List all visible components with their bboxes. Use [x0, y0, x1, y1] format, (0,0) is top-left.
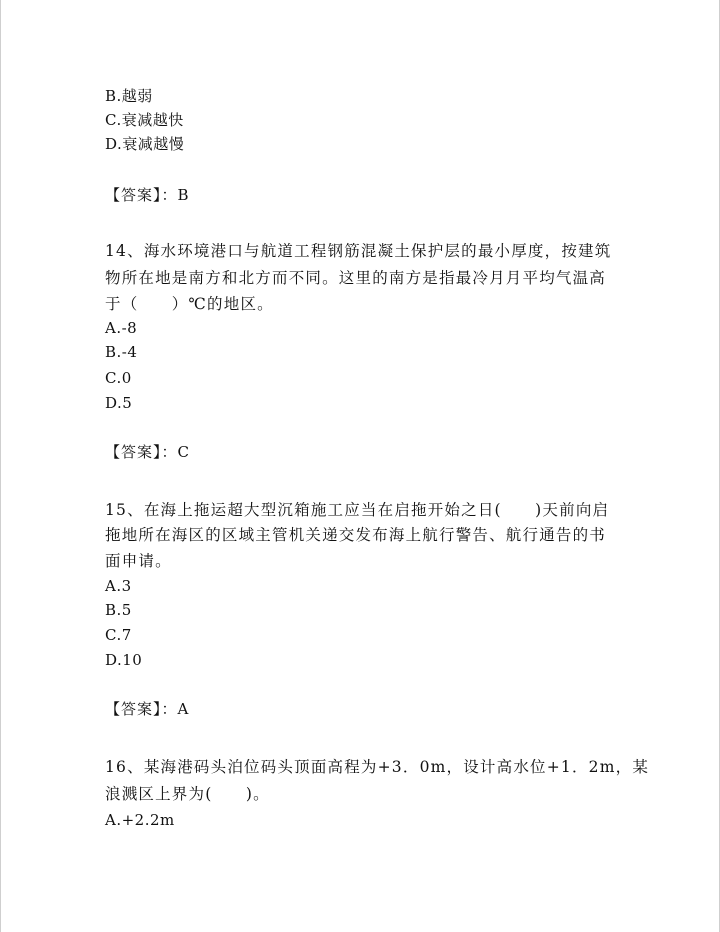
q14-option-b: B.-4 [105, 343, 138, 361]
q15-stem-line-2: 拖地所在海区的区域主管机关递交发布海上航行警告、航行通告的书 [105, 526, 607, 544]
q13-option-b: B.越弱 [105, 87, 153, 105]
q13-option-c: C.衰减越快 [105, 111, 184, 129]
q16-option-a: A.+2.2m [105, 811, 175, 829]
q13-option-d: D.衰减越慢 [105, 135, 185, 153]
q15-stem-line-1: 15、在海上拖运超大型沉箱施工应当在启拖开始之日( )天前向启 [105, 501, 610, 519]
q15-option-c: C.7 [105, 626, 132, 644]
q14-stem-line-2: 物所在地是南方和北方而不同。这里的南方是指最冷月月平均气温高 [105, 269, 607, 287]
q14-option-d: D.5 [105, 394, 133, 412]
q15-option-a: A.3 [105, 577, 132, 595]
q13-answer: 【答案】：B [105, 186, 190, 204]
page-left-border [0, 0, 1, 932]
q16-stem-line-2: 浪溅区上界为( )。 [105, 785, 270, 803]
q16-stem-line-1: 16、某海港码头泊位码头顶面高程为+3．0m，设计高水位+1．2m，某 [105, 758, 650, 776]
q15-option-b: B.5 [105, 601, 132, 619]
q15-option-d: D.10 [105, 651, 143, 669]
q15-answer: 【答案】：A [105, 700, 190, 718]
q14-stem-line-1: 14、海水环境港口与航道工程钢筋混凝土保护层的最小厚度，按建筑 [105, 242, 612, 260]
q14-stem-line-3: 于（ ）℃的地区。 [105, 295, 274, 313]
q14-answer: 【答案】：C [105, 443, 190, 461]
q15-stem-line-3: 面申请。 [105, 552, 172, 570]
q14-option-c: C.0 [105, 369, 132, 387]
q14-option-a: A.-8 [105, 319, 138, 337]
